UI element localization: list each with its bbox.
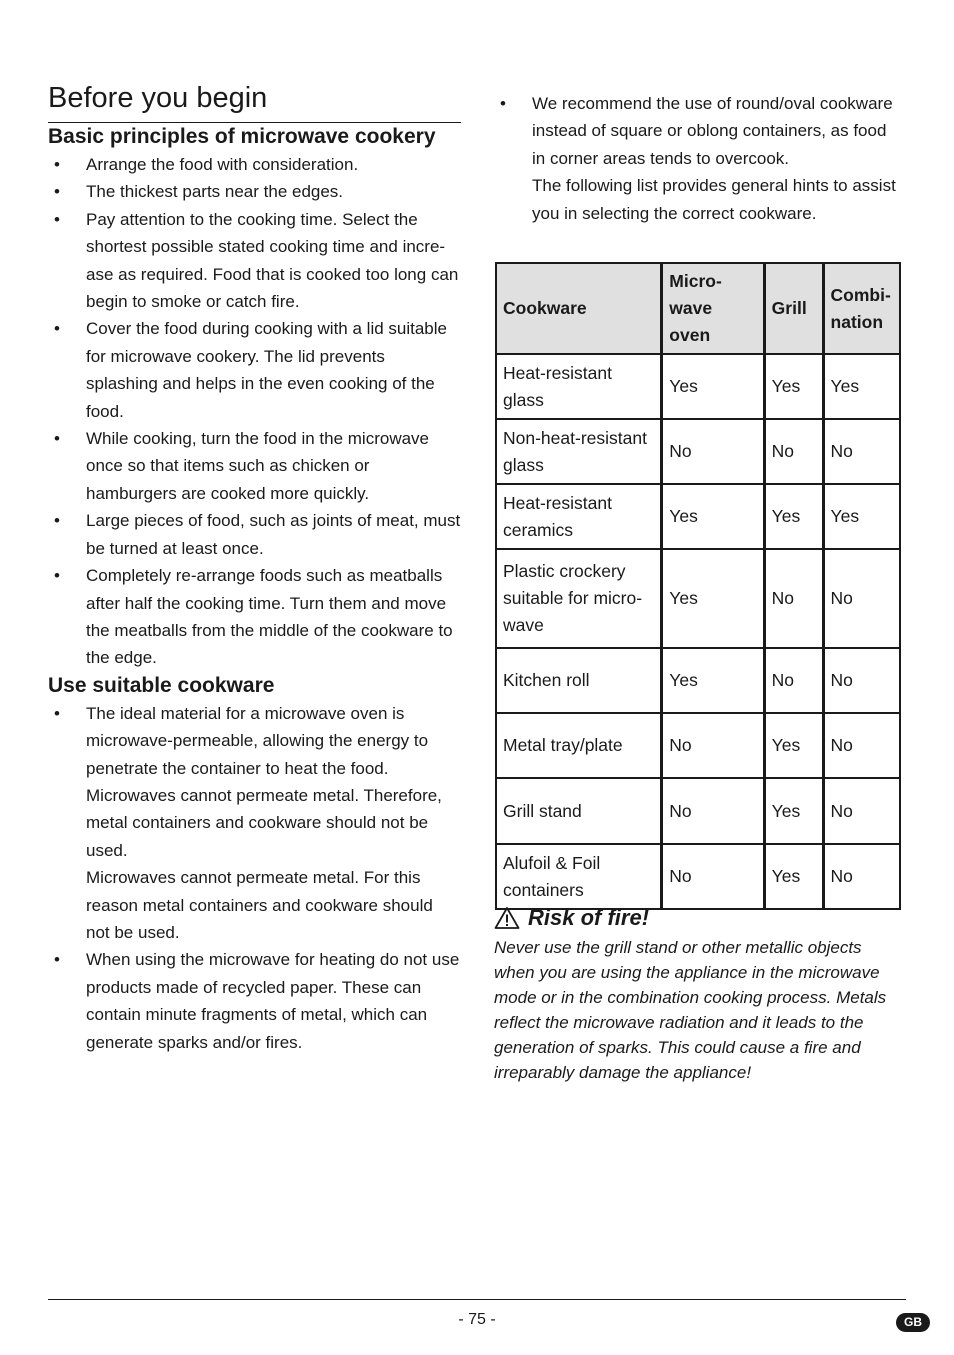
section-heading-microwave-principles: Basic principles of microwave cookery xyxy=(48,125,436,148)
cell-cookware: Non-heat-resistant glass xyxy=(496,419,662,484)
cell-microwave: Yes xyxy=(662,354,764,419)
cell-combination: No xyxy=(823,549,900,648)
recommendation-list xyxy=(494,90,902,227)
cell-grill: Yes xyxy=(764,844,823,909)
table-header-row xyxy=(496,263,900,354)
cell-cookware: Heat-resistant ceramics xyxy=(496,484,662,549)
list-item: • When using the microwave for heating do not use products made of recycled paper. These can contain minute fragments of metal, which can generate sparks and/or fires. xyxy=(48,946,461,1056)
cell-cookware: Heat-resistant glass xyxy=(496,354,662,419)
table-row xyxy=(496,778,900,844)
paragraph: The following list provides general hints to assist you in selecting the correct cookware. xyxy=(532,176,896,223)
table-row xyxy=(496,354,900,419)
table-row xyxy=(496,549,900,648)
cell-microwave: No xyxy=(662,844,764,909)
list-item: • Large pieces of food, such as joints of meat, must be turned at least once. xyxy=(48,507,461,562)
paragraph: Microwaves cannot permeate metal. Therefore, metal containers and cookware should not be used. xyxy=(86,785,442,860)
paragraph: • We recommend the use of round/oval cookware instead of square or oblong containers, as food in corner areas tends to overcook. xyxy=(532,94,893,168)
page-title: Before you begin xyxy=(48,78,461,123)
cell-cookware: Kitchen roll xyxy=(496,648,662,713)
cell-microwave: Yes xyxy=(662,549,764,648)
cell-combination: No xyxy=(823,713,900,778)
footer-divider xyxy=(48,1299,906,1300)
list-item: • The thickest parts near the edges. xyxy=(48,178,461,205)
left-column xyxy=(48,78,461,1056)
cell-cookware: Grill stand xyxy=(496,778,662,844)
cell-cookware: Alufoil & Foil containers xyxy=(496,844,662,909)
table-row xyxy=(496,844,900,909)
column-header-grill: Grill xyxy=(764,263,823,354)
warning-triangle-icon xyxy=(494,906,520,930)
cell-microwave: No xyxy=(662,713,764,778)
table-row xyxy=(496,648,900,713)
list-item xyxy=(48,700,461,947)
cell-cookware: Plastic crockery suitable for micro-wave xyxy=(496,549,662,648)
cell-grill: No xyxy=(764,648,823,713)
table-row xyxy=(496,484,900,549)
cell-grill: No xyxy=(764,419,823,484)
cell-grill: Yes xyxy=(764,778,823,844)
table-row xyxy=(496,713,900,778)
cell-grill: Yes xyxy=(764,484,823,549)
cell-combination: Yes xyxy=(823,354,900,419)
language-badge: GB xyxy=(896,1313,930,1332)
cell-microwave: Yes xyxy=(662,648,764,713)
list-item: • Cover the food during cooking with a lid suitable for microwave cookery. The lid prevents splashing and helps in the even cooking of the food. xyxy=(48,315,461,425)
cell-combination: No xyxy=(823,778,900,844)
cell-grill: No xyxy=(764,549,823,648)
list-item: • Arrange the food with consideration. xyxy=(48,151,461,178)
fire-warning xyxy=(494,903,904,1085)
cell-microwave: Yes xyxy=(662,484,764,549)
cell-combination: No xyxy=(823,844,900,909)
principles-list xyxy=(48,151,461,672)
warning-heading xyxy=(494,903,904,933)
column-header-microwave: Micro-wave oven xyxy=(662,263,764,354)
table-row xyxy=(496,419,900,484)
cell-combination: Yes xyxy=(823,484,900,549)
page-number: - 75 - xyxy=(458,1311,496,1328)
cookware-table xyxy=(495,262,901,910)
column-header-cookware: Cookware xyxy=(496,263,662,354)
list-item xyxy=(494,90,902,227)
cell-combination: No xyxy=(823,419,900,484)
column-header-combination: Combi-nation xyxy=(823,263,900,354)
paragraph: Microwaves cannot permeate metal. For this reason metal containers and cookware should not be used. xyxy=(86,868,433,942)
section-heading-suitable-cookware: Use suitable cookware xyxy=(48,673,275,697)
list-item: • While cooking, turn the food in the microwave once so that items such as chicken or hamburgers are cooked more quickly. xyxy=(48,425,461,507)
list-item: • Completely re-arrange foods such as meatballs after half the cooking time. Turn them and move the meatballs from the middle of the cookware to the edge. xyxy=(48,562,461,672)
cell-grill: Yes xyxy=(764,354,823,419)
cell-grill: Yes xyxy=(764,713,823,778)
warning-text: Never use the grill stand or other metallic objects when you are using the appliance in the microwave mode or in the combination cooking process. Metals reflect the microwave radiation and it leads to the generation of sparks. This could cause a fire and irreparably damage the appliance! xyxy=(494,938,887,1082)
paragraph: • The ideal material for a microwave oven is microwave-permeable, allowing the energy to penetrate the container to heat the food. xyxy=(86,703,429,778)
warning-title: Risk of fire! xyxy=(528,905,650,930)
cookware-list xyxy=(48,700,461,1056)
cell-microwave: No xyxy=(662,778,764,844)
cell-combination: No xyxy=(823,648,900,713)
cell-cookware: Metal tray/plate xyxy=(496,713,662,778)
right-column xyxy=(494,90,902,227)
list-item: • Pay attention to the cooking time. Select the shortest possible stated cooking time and incre-ase as required. Food that is cooked too long can begin to smoke or catch fire. xyxy=(48,206,461,316)
cell-microwave: No xyxy=(662,419,764,484)
